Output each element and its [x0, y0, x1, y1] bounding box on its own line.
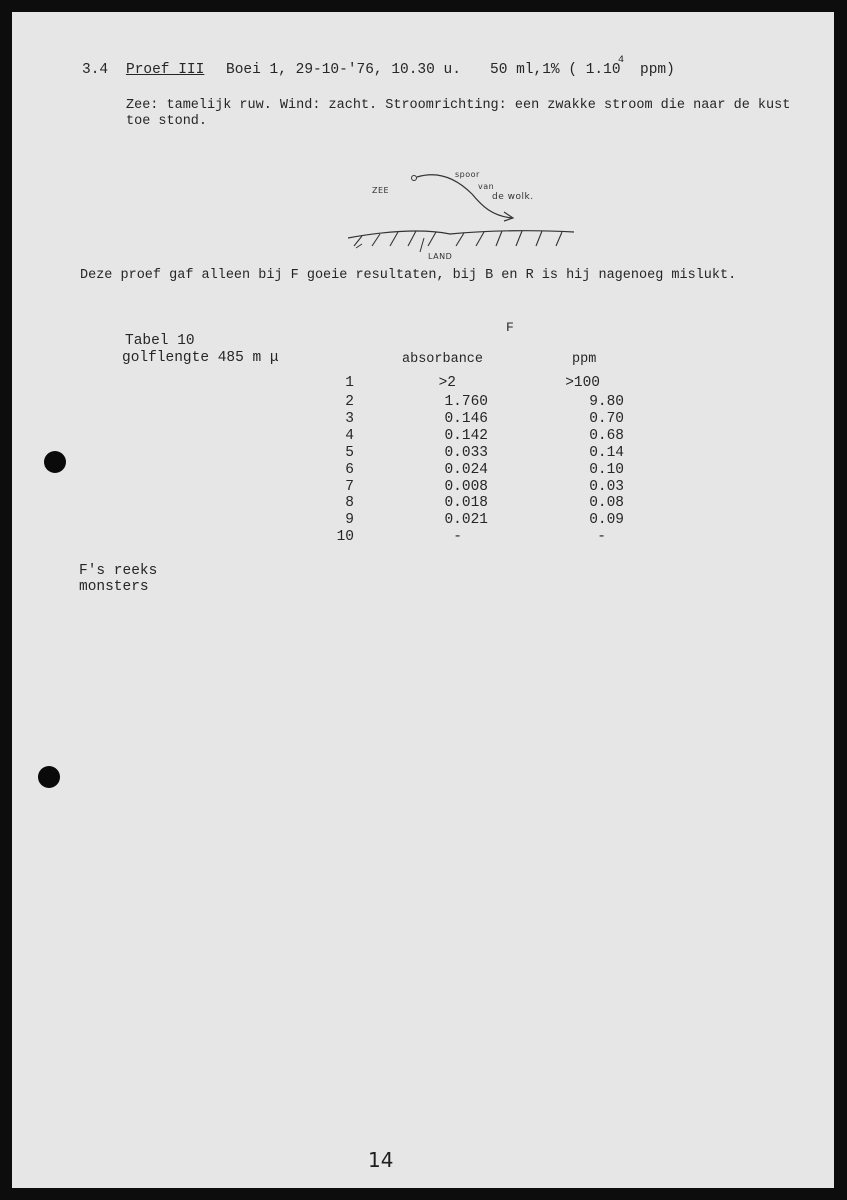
absorbance-value: 1.760 [444, 394, 488, 410]
dose-unit: ppm) [640, 62, 675, 78]
absorbance-value: >2 [438, 375, 456, 391]
row-number: 8 [345, 495, 354, 511]
land-label: LAND [428, 252, 453, 261]
absorbance-value: 0.018 [444, 495, 488, 511]
section-number: 3.4 [82, 62, 109, 78]
ppm-value: 0.68 [589, 428, 624, 444]
side-label-line-1: F's reeks [79, 563, 158, 579]
punch-hole-top [44, 451, 66, 473]
row-number: 3 [345, 411, 354, 427]
dose-text: 50 ml,1% ( 1.10 [490, 62, 621, 78]
side-label-line-2: monsters [79, 579, 149, 595]
ppm-value: - [597, 529, 606, 545]
experiment-title: Proef III [126, 62, 205, 78]
experiment-details: Boei 1, 29-10-'76, 10.30 u. [226, 62, 461, 78]
absorbance-value: 0.142 [444, 428, 488, 444]
trail-label-1: spoor [455, 170, 480, 179]
row-number: 10 [336, 529, 354, 545]
absorbance-value: 0.021 [444, 512, 488, 528]
table-wavelength: golflengte 485 m μ [122, 350, 279, 366]
row-number: 2 [345, 394, 354, 410]
row-number: 4 [345, 428, 354, 444]
row-number: 9 [345, 512, 354, 528]
column-header-absorbance: absorbance [402, 352, 484, 367]
absorbance-value: - [453, 529, 462, 545]
sea-label: ZEE [372, 186, 390, 195]
ppm-value: 0.08 [589, 495, 624, 511]
ppm-value: 0.14 [589, 445, 624, 461]
absorbance-value: 0.024 [444, 462, 488, 478]
ppm-value: >100 [565, 375, 600, 391]
row-number: 7 [345, 479, 354, 495]
absorbance-value: 0.146 [444, 411, 488, 427]
table-caption: Tabel 10 [125, 333, 195, 349]
trail-label-3: de wolk. [492, 192, 534, 202]
absorbance-value: 0.033 [444, 445, 488, 461]
ppm-value: 0.03 [589, 479, 624, 495]
page-number: 14 [368, 1148, 394, 1172]
row-number: 5 [345, 445, 354, 461]
row-number: 1 [345, 375, 354, 391]
ppm-value: 9.80 [589, 394, 624, 410]
conditions-line-1: Zee: tamelijk ruw. Wind: zacht. Stroomrichting: een zwakke stroom die naar de kust [126, 98, 791, 113]
result-sentence: Deze proef gaf alleen bij F goeie resultaten, bij B en R is hij nagenoeg mislukt. [80, 268, 737, 283]
row-number: 6 [345, 462, 354, 478]
ppm-value: 0.10 [589, 462, 624, 478]
ppm-value: 0.70 [589, 411, 624, 427]
column-header-ppm: ppm [572, 352, 597, 367]
table-group-label: F [506, 320, 514, 335]
conditions-line-2: toe stond. [126, 114, 208, 129]
trail-label-2: van [478, 182, 495, 191]
dose-exponent: 4 [618, 55, 625, 66]
absorbance-value: 0.008 [444, 479, 488, 495]
ppm-value: 0.09 [589, 512, 624, 528]
punch-hole-bottom [38, 766, 60, 788]
